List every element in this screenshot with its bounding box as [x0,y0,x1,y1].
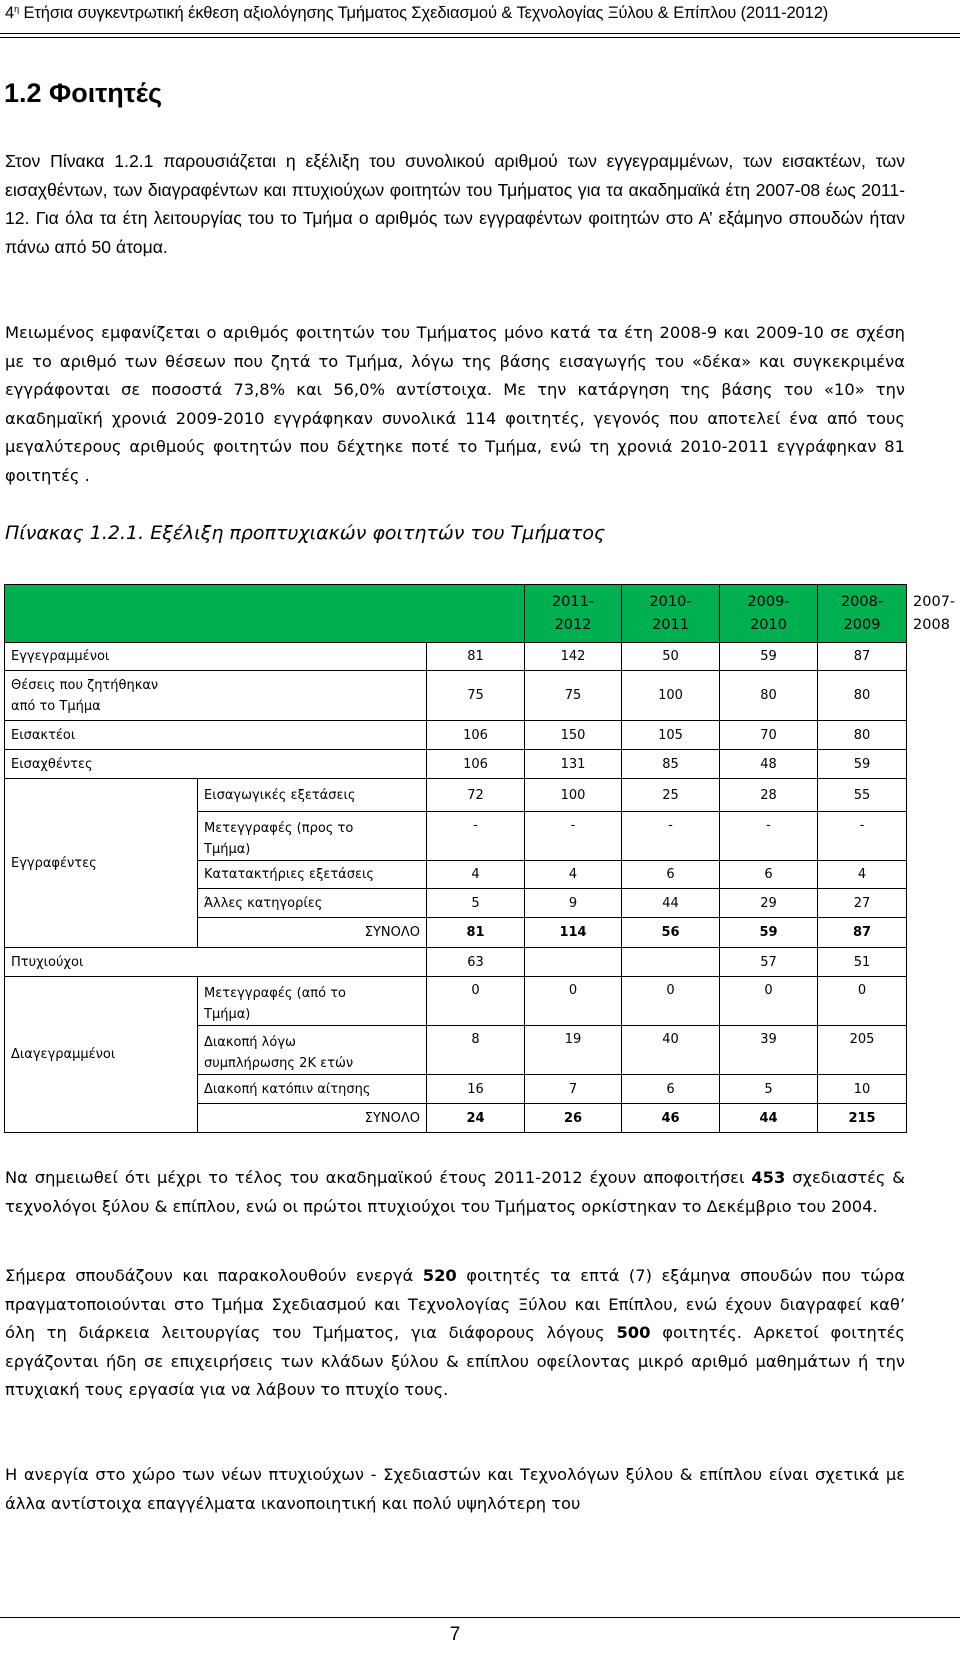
table-cell: 44 [720,1104,818,1133]
table-cell: 26 [525,1104,622,1133]
table-cell: 48 [720,750,818,779]
paragraph-intro: Στον Πίνακα 1.2.1 παρουσιάζεται η εξέλιξη του συνολικού αριθμού των εγγεγραμμένων, των εισακτέων, των εισαχθέντων, των διαγραφέντων και πτυχιούχων φοιτητών του Τμήματος για τα ακαδημαϊκά έτη 2007-08 έως 2011-12. Για όλα τα έτη λειτουργίας του το Τμήμα ο αριθμός των εγγραφέντων φοιτητών στο Α’ εξάμηνο σπουδών ήταν πάνω από 50 άτομα. [5,151,905,257]
table-cell: 6 [622,861,720,889]
year-header: 2008- 2009 [818,585,907,643]
table-cell: 28 [720,779,818,812]
total-label: ΣΥΝΟΛΟ [198,918,427,948]
table-cell: 10 [818,1075,907,1104]
row-label: Θέσεις που ζητήθηκαν από το Τμήμα [5,671,427,721]
table-cell: 87 [818,643,907,671]
sub-row-label: Διακοπή κατόπιν αίτησης [198,1075,427,1104]
table-cell: 100 [525,779,622,812]
table-cell: 81 [427,643,525,671]
table-cell: - [720,812,818,861]
table-header-blank [5,585,525,643]
table-cell: 0 [427,977,525,1026]
paragraph-current-students: Σήμερα σπουδάζουν και παρακολουθούν ενεργά 520 φοιτητές τα επτά (7) εξάμηνα σπουδών που τώρα πραγματοποιούνται στο Τμήμα Σχεδιασμού και Τεχνολογίας Ξύλου και Επίπλου, ενώ έχουν διαγραφεί καθ’ όλη τη διάρκεια λειτουργίας του Τμήματος, για διάφορους λόγους 500 φοιτητές. Αρκετοί φοιτητές εργάζονται ήδη σε επιχειρήσεις των κλάδων ξύλου & επίπλου οφείλοντας μικρό αριθμό μαθημάτων ή την πτυχιακή τους εργασία για να λάβουν το πτυχίο τους. [5,1266,905,1399]
table-cell: 150 [525,721,622,750]
table-cell: 6 [720,861,818,889]
table-cell: 8 [427,1026,525,1075]
table-cell: 4 [818,861,907,889]
table-cell: 63 [427,948,525,977]
table-cell: 19 [525,1026,622,1075]
table-row [5,948,907,977]
year-header: 2010- 2011 [622,585,720,643]
table-cell: 5 [427,889,525,918]
table-cell: 39 [720,1026,818,1075]
table-cell: 0 [525,977,622,1026]
table-cell: 75 [525,671,622,721]
table-cell: 40 [622,1026,720,1075]
table-row [5,643,907,671]
table-cell: 29 [720,889,818,918]
graduates-count: 453 [751,1168,786,1187]
table-cell: 131 [525,750,622,779]
table-cell: 9 [525,889,622,918]
row-label: Πτυχιούχοι [5,948,427,977]
table-row [5,977,907,1026]
table-cell [622,948,720,977]
table-cell: - [427,812,525,861]
table-cell: 6 [622,1075,720,1104]
total-label: ΣΥΝΟΛΟ [198,1104,427,1133]
table-caption: Πίνακας 1.2.1. Εξέλιξη προπτυχιακών φοιτητών του Τμήματος [5,522,606,544]
table-cell: 51 [818,948,907,977]
table-cell: - [622,812,720,861]
table-cell: 80 [818,721,907,750]
table-cell: 205 [818,1026,907,1075]
paragraph-graduates: Να σημειωθεί ότι μέχρι το τέλος του ακαδημαϊκού έτους 2011-2012 έχουν αποφοιτήσει 453 σχεδιαστές & τεχνολόγοι ξύλου & επίπλου, ενώ οι πρώτοι πτυχιούχοι του Τμήματος ορκίστηκαν το Δεκέμβριο του 2004. [5,1168,905,1216]
table-cell: 59 [720,643,818,671]
table-cell: 56 [622,918,720,948]
row-label: Εισαχθέντες [5,750,427,779]
table-cell: 4 [427,861,525,889]
table-cell: 55 [818,779,907,812]
table-cell: 215 [818,1104,907,1133]
table-cell: 27 [818,889,907,918]
paragraph-unemployment: Η ανεργία στο χώρο των νέων πτυχιούχων - Σχεδιαστών και Τεχνολόγων ξύλου & επίπλου είναι σχετικά με άλλα αντίστοιχα επαγγέλματα ικανοποιητική και πολύ υψηλότερη του [5,1465,905,1513]
group-label-deleted: Διαγεγραμμένοι [5,977,198,1133]
table-cell: 0 [720,977,818,1026]
table-cell: 72 [427,779,525,812]
table-cell: 59 [720,918,818,948]
running-header [5,4,955,23]
table-cell: 16 [427,1075,525,1104]
paragraph-decrease: Μειωμένος εμφανίζεται ο αριθμός φοιτητών του Τμήματος μόνο κατά τα έτη 2008-9 και 2009-10 σε σχέση με το αριθμό των θέσεων που ζητά το Τμήμα, λόγω της βάσης εισαγωγής του «δέκα» και συγκεκριμένα εγγράφονται σε ποσοστά 73,8% και 56,0% αντίστοιχα. Με την κατάργηση της βάσης του «10» την ακαδημαϊκή χρονιά 2009-2010 εγγράφηκαν συνολικά 114 φοιτητές, γεγονός που αποτελεί ένα από τους μεγαλύτερους αριθμούς φοιτητών που δέχτηκε ποτέ το Τμήμα, ενώ τη χρονιά 2010-2011 εγγράφηκαν 81 φοιτητές . [5,323,905,485]
table-cell: 75 [427,671,525,721]
table-cell: 0 [818,977,907,1026]
sub-row-label: Διακοπή λόγω συμπλήρωσης 2Κ ετών [198,1026,427,1075]
page-number: 7 [449,1624,461,1645]
table-cell: 24 [427,1104,525,1133]
table-cell [525,948,622,977]
table-cell: 59 [818,750,907,779]
table-cell: 80 [818,671,907,721]
table-cell: - [525,812,622,861]
header-title: Ετήσια συγκεντρωτική έκθεση αξιολόγησης Τμήματος Σχεδιασμού & Τεχνολογίας Ξύλου & Επίπλου (2011-2012) [18,4,829,22]
table-cell: 25 [622,779,720,812]
footer-rule [0,1617,960,1618]
table-cell: 7 [525,1075,622,1104]
sub-row-label: Κατατακτήριες εξετάσεις [198,861,427,889]
table-header-row: 2011- 2012 2010- 2011 2009- 2010 2008- 2009 2007- 2008 [5,585,907,643]
table-row [5,750,907,779]
header-superscript: η [14,4,19,14]
active-students-count: 520 [422,1266,457,1285]
table-row [5,779,907,812]
header-number: 4 [5,4,15,22]
deleted-students-count: 500 [616,1323,651,1342]
table-row [5,671,907,721]
group-label-registered: Εγγραφέντες [5,779,198,948]
table-cell: 80 [720,671,818,721]
sub-row-label: Μετεγγραφές (προς το Τμήμα) [198,812,427,861]
table-cell: 142 [525,643,622,671]
table-cell: 85 [622,750,720,779]
table-cell: 4 [525,861,622,889]
row-label: Εισακτέοι [5,721,427,750]
table-cell: 46 [622,1104,720,1133]
table-cell: 106 [427,721,525,750]
sub-row-label: Εισαγωγικές εξετάσεις [198,779,427,812]
table-cell: 57 [720,948,818,977]
students-table [4,584,956,1133]
table-row [5,721,907,750]
row-label: Εγγεγραμμένοι [5,643,427,671]
header-rule [0,33,960,38]
table-cell: 70 [720,721,818,750]
sub-row-label: Άλλες κατηγορίες [198,889,427,918]
table-cell: 44 [622,889,720,918]
table-cell: 114 [525,918,622,948]
table-cell: 50 [622,643,720,671]
table-cell: 105 [622,721,720,750]
section-title: 1.2 Φοιτητές [4,78,163,108]
table-cell: - [818,812,907,861]
sub-row-label: Μετεγγραφές (από το Τμήμα) [198,977,427,1026]
table-cell: 87 [818,918,907,948]
table-cell: 0 [622,977,720,1026]
table-cell: 106 [427,750,525,779]
table-cell: 81 [427,918,525,948]
year-header: 2011- 2012 [525,585,622,643]
table-cell: 5 [720,1075,818,1104]
year-header: 2009- 2010 [720,585,818,643]
table-cell: 100 [622,671,720,721]
